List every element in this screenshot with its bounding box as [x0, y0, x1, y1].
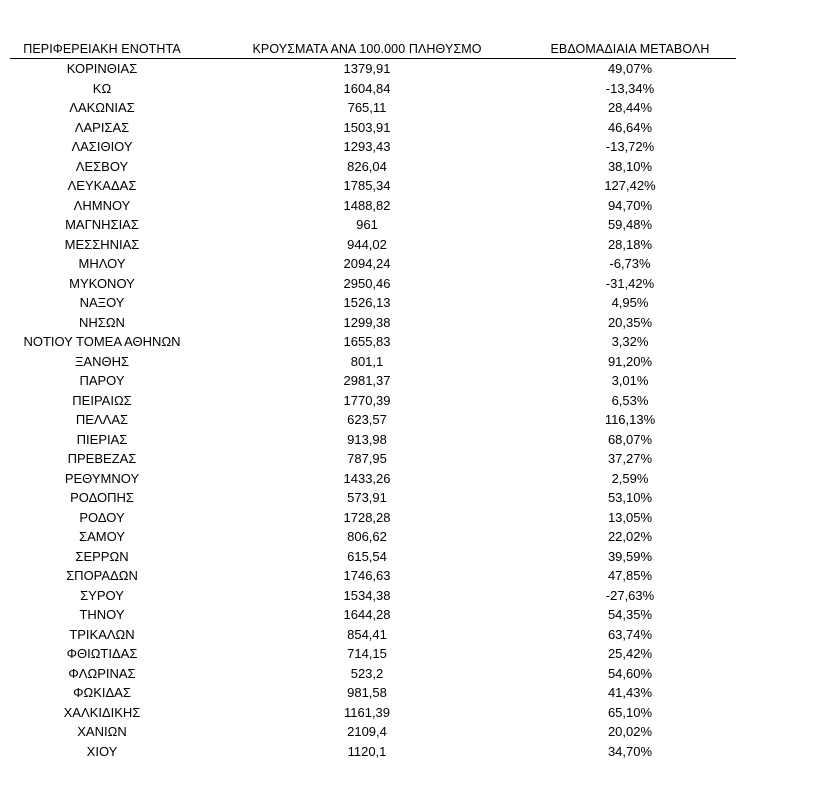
weekly-change-cell: 63,74% — [607, 626, 653, 642]
table-row — [10, 449, 736, 469]
cases-per-100k-cell: 826,04 — [347, 158, 387, 174]
region-name-cell: ΤΗΝΟΥ — [79, 607, 125, 622]
table-row — [10, 293, 736, 313]
cases-per-100k-cell: 1120,1 — [347, 743, 387, 759]
cases-per-100k-cell: 1746,63 — [343, 568, 391, 583]
cases-per-100k-cell: 1293,43 — [343, 139, 391, 154]
region-name-cell: ΧΑΝΙΩΝ — [77, 724, 127, 739]
weekly-change-cell: 41,43% — [607, 685, 653, 700]
table-row — [10, 703, 736, 723]
table-row — [10, 79, 736, 99]
region-name-cell: ΛΑΡΙΣΑΣ — [74, 119, 130, 135]
table-row — [10, 586, 736, 606]
region-name-cell: ΝΗΣΩΝ — [79, 314, 125, 330]
table-row — [10, 157, 736, 177]
table-body — [10, 59, 736, 761]
region-name-cell: ΦΛΩΡΙΝΑΣ — [68, 665, 136, 681]
table-row — [10, 566, 736, 586]
weekly-change-cell: 20,02% — [607, 724, 653, 739]
weekly-change-cell: 46,64% — [607, 119, 653, 135]
table-row — [10, 547, 736, 567]
cases-per-100k-cell: 801,1 — [350, 353, 384, 369]
region-name-cell: ΛΗΜΝΟΥ — [73, 197, 131, 213]
weekly-change-cell: 54,35% — [607, 607, 653, 622]
header-weekly-change: ΕΒΔΟΜΑΔΙΑΙΑ ΜΕΤΑΒΟΛΗ — [550, 42, 710, 56]
weekly-change-cell: -6,73% — [609, 256, 651, 271]
weekly-change-cell: 28,44% — [607, 100, 653, 115]
weekly-change-cell: 38,10% — [607, 158, 653, 174]
table-row — [10, 371, 736, 391]
table-row — [10, 742, 736, 762]
table-header — [10, 40, 736, 59]
cases-per-100k-cell: 913,98 — [347, 431, 387, 447]
region-name-cell: ΞΑΝΘΗΣ — [74, 353, 130, 369]
cases-per-100k-cell: 1526,13 — [343, 295, 391, 310]
table-row — [10, 98, 736, 118]
cases-per-100k-cell: 961 — [356, 217, 378, 232]
table-row — [10, 683, 736, 703]
weekly-change-cell: 39,59% — [607, 548, 653, 564]
cases-per-100k-cell: 765,11 — [347, 100, 387, 115]
weekly-change-cell: 3,32% — [611, 334, 649, 349]
weekly-change-cell: 6,53% — [611, 392, 649, 408]
cases-per-100k-cell: 1770,39 — [343, 392, 391, 408]
region-name-cell: ΣΕΡΡΩΝ — [75, 548, 129, 564]
weekly-change-cell: 127,42% — [604, 178, 656, 193]
cases-per-100k-cell: 944,02 — [347, 236, 387, 252]
cases-per-100k-cell: 1379,91 — [343, 61, 391, 76]
region-name-cell: ΣΥΡΟΥ — [80, 587, 124, 603]
weekly-change-cell: 116,13% — [604, 412, 656, 427]
weekly-change-cell: 3,01% — [611, 373, 649, 388]
region-name-cell: ΠΕΛΛΑΣ — [75, 412, 129, 427]
cases-per-100k-cell: 714,15 — [347, 646, 387, 661]
weekly-change-cell: 37,27% — [607, 451, 653, 466]
weekly-change-cell: 59,48% — [607, 217, 653, 232]
cases-per-100k-cell: 787,95 — [347, 451, 387, 466]
header-cases-per-100k: ΚΡΟΥΣΜΑΤΑ ΑΝΑ 100.000 ΠΛΗΘΥΣΜΟ — [252, 42, 482, 56]
table-row — [10, 274, 736, 294]
table-row — [10, 664, 736, 684]
region-name-cell: ΣΠΟΡΑΔΩΝ — [66, 568, 138, 583]
table-row — [10, 235, 736, 255]
table-row — [10, 352, 736, 372]
region-name-cell: ΧΑΛΚΙΔΙΚΗΣ — [63, 704, 141, 720]
region-name-cell: ΛΕΥΚΑΔΑΣ — [67, 178, 137, 193]
region-name-cell: ΚΟΡΙΝΘΙΑΣ — [66, 61, 138, 76]
region-name-cell: ΤΡΙΚΑΛΩΝ — [69, 626, 135, 642]
table-row — [10, 605, 736, 625]
region-name-cell: ΠΡΕΒΕΖΑΣ — [67, 451, 137, 466]
cases-per-100k-cell: 854,41 — [347, 626, 387, 642]
weekly-change-cell: 65,10% — [607, 704, 653, 720]
region-name-cell: ΠΙΕΡΙΑΣ — [76, 431, 128, 447]
cases-per-100k-cell: 1655,83 — [343, 334, 391, 349]
table-row — [10, 430, 736, 450]
weekly-change-cell: -27,63% — [605, 587, 655, 603]
table-row — [10, 215, 736, 235]
cases-per-100k-cell: 523,2 — [350, 665, 384, 681]
region-name-cell: ΝΟΤΙΟΥ ΤΟΜΕΑ ΑΘΗΝΩΝ — [23, 334, 181, 349]
cases-per-100k-cell: 1604,84 — [343, 80, 391, 96]
region-name-cell: ΡΟΔΟΥ — [79, 509, 125, 525]
weekly-change-cell: 2,59% — [611, 470, 649, 486]
cases-per-100k-cell: 1785,34 — [343, 178, 391, 193]
table-row — [10, 137, 736, 157]
weekly-change-cell: 25,42% — [607, 646, 653, 661]
header-regional-unit: ΠΕΡΙΦΕΡΕΙΑΚΗ ΕΝΟΤΗΤΑ — [23, 42, 181, 56]
cases-per-100k-cell: 573,91 — [347, 490, 387, 505]
region-name-cell: ΜΥΚΟΝΟΥ — [69, 275, 135, 291]
cases-per-100k-cell: 623,57 — [347, 412, 387, 427]
table-row — [10, 391, 736, 411]
weekly-change-cell: 68,07% — [607, 431, 653, 447]
region-name-cell: ΛΑΚΩΝΙΑΣ — [69, 100, 135, 115]
table-row — [10, 722, 736, 742]
weekly-change-cell: -13,34% — [605, 80, 655, 96]
table-row — [10, 508, 736, 528]
region-name-cell: ΦΩΚΙΔΑΣ — [73, 685, 131, 700]
cases-per-100k-cell: 2950,46 — [343, 275, 391, 291]
region-name-cell: ΠΑΡΟΥ — [79, 373, 125, 388]
table-row — [10, 118, 736, 138]
region-name-cell: ΧΙΟΥ — [86, 743, 118, 759]
cases-per-100k-cell: 2981,37 — [343, 373, 391, 388]
cases-per-100k-cell: 806,62 — [347, 529, 387, 544]
cases-per-100k-cell: 615,54 — [347, 548, 387, 564]
cases-per-100k-cell: 2094,24 — [343, 256, 391, 271]
region-name-cell: ΠΕΙΡΑΙΩΣ — [72, 392, 132, 408]
weekly-change-cell: 49,07% — [607, 61, 653, 76]
weekly-change-cell: 34,70% — [607, 743, 653, 759]
table-row — [10, 469, 736, 489]
weekly-change-cell: 54,60% — [607, 665, 653, 681]
weekly-change-cell: 13,05% — [607, 509, 653, 525]
table-row — [10, 254, 736, 274]
weekly-change-cell: 91,20% — [607, 353, 653, 369]
cases-per-100k-cell: 1433,26 — [343, 470, 391, 486]
cases-per-100k-cell: 1488,82 — [343, 197, 391, 213]
table-row — [10, 176, 736, 196]
table-row — [10, 59, 736, 79]
weekly-change-cell: 47,85% — [607, 568, 653, 583]
weekly-change-cell: 22,02% — [607, 529, 653, 544]
table-row — [10, 410, 736, 430]
cases-per-100k-cell: 1534,38 — [343, 587, 391, 603]
region-name-cell: ΛΕΣΒΟΥ — [75, 158, 129, 174]
cases-per-100k-cell: 1299,38 — [343, 314, 391, 330]
region-name-cell: ΜΕΣΣΗΝΙΑΣ — [64, 236, 140, 252]
region-name-cell: ΣΑΜΟΥ — [79, 529, 125, 544]
table-row — [10, 196, 736, 216]
cases-per-100k-cell: 981,58 — [347, 685, 387, 700]
table-row — [10, 488, 736, 508]
weekly-change-cell: 53,10% — [607, 490, 653, 505]
cases-per-100k-cell: 2109,4 — [347, 724, 387, 739]
region-name-cell: ΜΗΛΟΥ — [78, 256, 126, 271]
cases-per-100k-cell: 1728,28 — [343, 509, 391, 525]
weekly-change-cell: 4,95% — [611, 295, 649, 310]
weekly-change-cell: -13,72% — [605, 139, 655, 154]
table-row — [10, 644, 736, 664]
region-name-cell: ΛΑΣΙΘΙΟΥ — [71, 139, 133, 154]
weekly-change-cell: 28,18% — [607, 236, 653, 252]
table-row — [10, 313, 736, 333]
region-name-cell: ΡΕΘΥΜΝΟΥ — [64, 470, 140, 486]
table-row — [10, 527, 736, 547]
cases-per-100k-cell: 1644,28 — [343, 607, 391, 622]
region-name-cell: ΜΑΓΝΗΣΙΑΣ — [65, 217, 139, 232]
weekly-change-cell: -31,42% — [605, 275, 655, 291]
table-row — [10, 332, 736, 352]
region-name-cell: ΦΘΙΩΤΙΔΑΣ — [66, 646, 138, 661]
region-name-cell: ΝΑΞΟΥ — [79, 295, 125, 310]
cases-per-100k-cell: 1161,39 — [343, 704, 391, 720]
region-name-cell: ΚΩ — [92, 80, 112, 96]
cases-per-100k-cell: 1503,91 — [343, 119, 391, 135]
weekly-change-cell: 20,35% — [607, 314, 653, 330]
table-row — [10, 625, 736, 645]
weekly-change-cell: 94,70% — [607, 197, 653, 213]
region-name-cell: ΡΟΔΟΠΗΣ — [70, 490, 134, 505]
